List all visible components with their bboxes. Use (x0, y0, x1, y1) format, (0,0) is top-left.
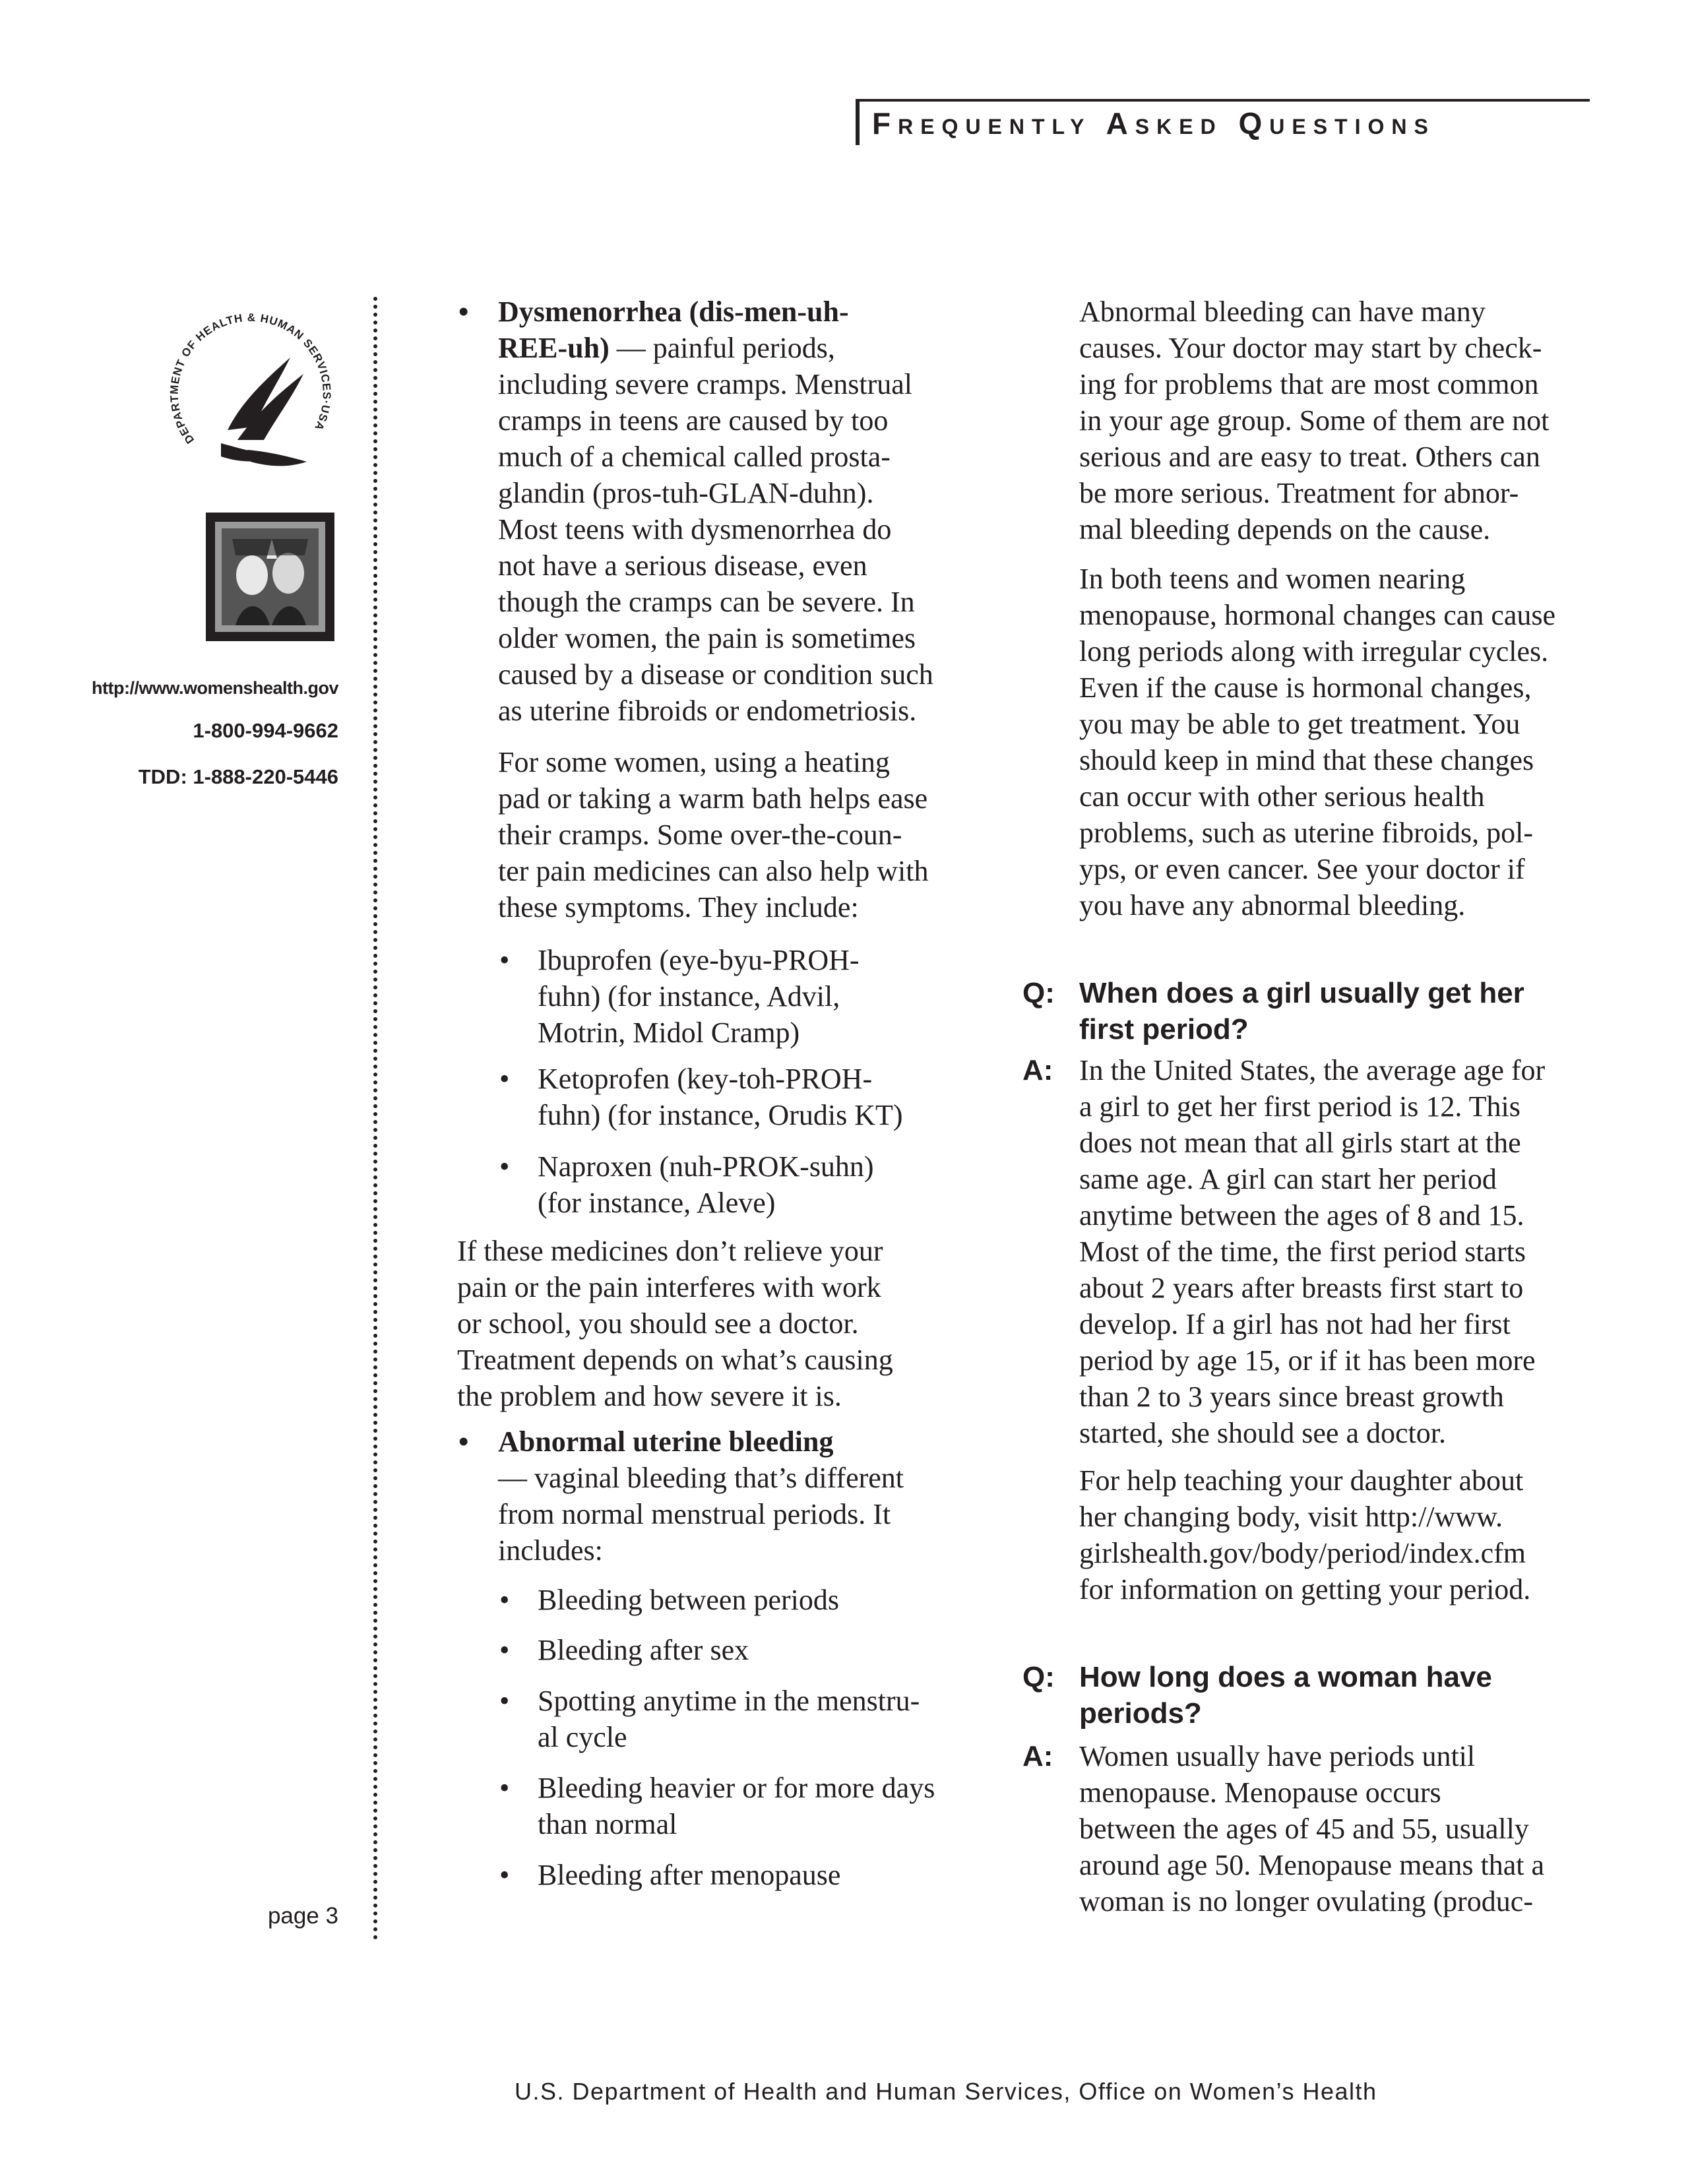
hhs-seal-logo (148, 298, 346, 496)
text-line: periods? (1079, 1697, 1202, 1730)
causes-paragraph (1079, 294, 1600, 547)
help-paragraph (1079, 1462, 1600, 1607)
tdd-number: TDD: 1-888-220-5446 (138, 765, 338, 788)
dysmenorrhea-term: Dysmenorrhea (dis-men-uh- (498, 296, 849, 328)
bullet: • (458, 1425, 469, 1458)
text-line: menopause, hormonal changes can cause (1079, 599, 1556, 631)
relief-paragraph (498, 744, 999, 925)
text-line: — vaginal bleeding that’s different (498, 1462, 904, 1494)
text-line: older women, the pain is sometimes (498, 622, 916, 654)
aub-list-item (538, 1770, 999, 1842)
website-url[interactable]: http://www.womenshealth.gov (91, 678, 338, 698)
text-line: you may be able to get treatment. You (1079, 708, 1521, 740)
text-line: a girl to get her first period is 12. This (1079, 1090, 1521, 1123)
text-line: Ketoprofen (key-toh-PROH- (538, 1063, 873, 1095)
bullet: • (499, 944, 510, 976)
text-line: around age 50. Menopause means that a (1079, 1849, 1544, 1881)
bullet: • (499, 1859, 510, 1891)
text-line: How long does a woman have (1079, 1661, 1492, 1693)
answer-label: A: (1022, 1740, 1053, 1772)
question-label: Q: (1022, 1661, 1055, 1693)
text-line: for information on getting your period. (1079, 1573, 1531, 1606)
text-line: Motrin, Midol Cramp) (538, 1016, 800, 1049)
text-line: her changing body, visit http://www. (1079, 1501, 1503, 1533)
text-line: anytime between the ages of 8 and 15. (1079, 1199, 1524, 1232)
text-line: can occur with other serious health (1079, 780, 1485, 813)
text-line: should keep in mind that these changes (1079, 744, 1534, 776)
text-line: cramps in teens are caused by too (498, 404, 889, 437)
aub-term: Abnormal uterine bleeding (498, 1425, 834, 1458)
text-line: Most teens with dysmenorrhea do (498, 513, 892, 546)
text-line: in your age group. Some of them are not (1079, 404, 1550, 437)
text-line: Bleeding between periods (538, 1584, 839, 1616)
text-line: Women usually have periods until (1079, 1740, 1476, 1772)
answer-2 (1079, 1738, 1600, 1919)
text-line: ter pain medicines can also help with (498, 855, 929, 887)
bullet: • (458, 296, 469, 328)
text-line: these symptoms. They include: (498, 891, 859, 923)
text-line: mal bleeding depends on the cause. (1079, 513, 1491, 546)
aub-item (498, 1423, 999, 1569)
page-title: Frequently Asked Questions (872, 106, 1435, 140)
medicine-item (538, 1148, 999, 1221)
text-line: Bleeding heavier or for more days (538, 1772, 935, 1804)
text-line: including severe cramps. Menstrual (498, 368, 913, 400)
dysmenorrhea-term-2: REE-uh) (498, 332, 610, 364)
question-1 (1079, 975, 1600, 1047)
medicine-item (538, 942, 999, 1051)
text-line: be more serious. Treatment for abnor- (1079, 477, 1519, 509)
hormonal-paragraph (1079, 561, 1600, 923)
doctor-paragraph (457, 1233, 991, 1414)
answer-1 (1079, 1052, 1600, 1451)
bullet: • (499, 1150, 510, 1183)
text-line: Ibuprofen (eye-byu-PROH- (538, 944, 860, 976)
text-line: not have a serious disease, even (498, 549, 867, 582)
question-2 (1079, 1659, 1600, 1732)
text-line: Naproxen (nuh-PROK-suhn) (538, 1150, 874, 1183)
text-line: pad or taking a warm bath helps ease (498, 782, 928, 815)
text-line: (for instance, Aleve) (538, 1187, 776, 1219)
text-line: woman is no longer ovulating (produc- (1079, 1885, 1533, 1918)
text-line: period by age 15, or if it has been more (1079, 1344, 1536, 1377)
text-line: Bleeding after menopause (538, 1859, 841, 1891)
aub-list-item (538, 1683, 999, 1755)
text-line: than 2 to 3 years since breast growth (1079, 1381, 1504, 1413)
text-line: caused by a disease or condition such (498, 658, 933, 691)
text-line: between the ages of 45 and 55, usually (1079, 1813, 1529, 1845)
bullet: • (499, 1584, 510, 1616)
text-line: than normal (538, 1808, 677, 1840)
text-line: girlshealth.gov/body/period/index.cfm (1079, 1537, 1526, 1569)
aub-list-item (538, 1632, 999, 1668)
text-line: develop. If a girl has not had her first (1079, 1308, 1511, 1340)
aub-list-item (538, 1857, 999, 1893)
text-line: ing for problems that are most common (1079, 368, 1539, 400)
text-line: includes: (498, 1534, 603, 1567)
text-line: the problem and how severe it is. (457, 1380, 842, 1412)
text-line: does not mean that all girls start at the (1079, 1127, 1521, 1159)
text-line: same age. A girl can start her period (1079, 1163, 1497, 1195)
text-line: If these medicines don’t relieve your (457, 1235, 883, 1267)
seal-text: DEPARTMENT OF HEALTH & HUMAN SERVICES·USA (168, 311, 333, 447)
text-line: — painful periods, (616, 332, 835, 364)
bullet: • (499, 1772, 510, 1804)
page-number: page 3 (267, 1903, 338, 1929)
text-line: serious and are easy to treat. Others can (1079, 441, 1540, 473)
text-line: started, she should see a doctor. (1079, 1417, 1446, 1449)
text-line: or school, you should see a doctor. (457, 1307, 859, 1340)
text-line: Even if the cause is hormonal changes, (1079, 671, 1532, 704)
text-line: Spotting anytime in the menstru- (538, 1685, 920, 1717)
medicine-item (538, 1061, 999, 1133)
text-line: much of a chemical called prosta- (498, 441, 891, 473)
text-line: yps, or even cancer. See your doctor if (1079, 853, 1525, 885)
text-line: problems, such as uterine fibroids, pol- (1079, 817, 1533, 849)
text-line: When does a girl usually get her (1079, 977, 1524, 1009)
text-line: fuhn) (for instance, Orudis KT) (538, 1099, 903, 1131)
text-line: causes. Your doctor may start by check- (1079, 332, 1542, 364)
text-line: menopause. Menopause occurs (1079, 1776, 1441, 1809)
text-line: first period? (1079, 1013, 1249, 1045)
text-line: For help teaching your daughter about (1079, 1464, 1524, 1497)
text-line: as uterine fibroids or endometriosis. (498, 695, 917, 727)
text-line: you have any abnormal bleeding. (1079, 889, 1466, 921)
bullet: • (499, 1685, 510, 1717)
womens-health-logo (206, 513, 334, 641)
text-line: Abnormal bleeding can have many (1079, 296, 1486, 328)
text-line: their cramps. Some over-the-coun- (498, 819, 902, 851)
header-rule-mark (856, 100, 860, 145)
text-line: Treatment depends on what’s causing (457, 1344, 893, 1376)
text-line: long periods along with irregular cycles. (1079, 635, 1549, 668)
text-line: about 2 years after breasts first start to (1079, 1272, 1524, 1304)
bullet: • (499, 1634, 510, 1666)
header-rule (856, 99, 1590, 102)
text-line: from normal menstrual periods. It (498, 1498, 891, 1530)
text-line: For some women, using a heating (498, 746, 890, 778)
question-label: Q: (1022, 977, 1055, 1009)
text-line: al cycle (538, 1721, 627, 1753)
bullet: • (499, 1063, 510, 1095)
aub-list-item (538, 1582, 999, 1618)
text-line: pain or the pain interferes with work (457, 1271, 881, 1303)
text-line: In both teens and women nearing (1079, 563, 1466, 595)
footer-text: U.S. Department of Health and Human Services, Office on Women’s Health (515, 2078, 1377, 2105)
answer-label: A: (1022, 1054, 1053, 1086)
phone-number: 1-800-994-9662 (193, 719, 338, 742)
text-line: fuhn) (for instance, Advil, (538, 980, 840, 1013)
sidebar-divider (373, 297, 377, 1941)
text-line: In the United States, the average age for (1079, 1054, 1546, 1086)
text-line: glandin (pros-tuh-GLAN-duhn). (498, 477, 874, 509)
text-line: Bleeding after sex (538, 1634, 749, 1666)
text-line: Most of the time, the first period starts (1079, 1235, 1526, 1268)
dysmenorrhea-item (498, 294, 999, 729)
text-line: though the cramps can be severe. In (498, 586, 915, 618)
